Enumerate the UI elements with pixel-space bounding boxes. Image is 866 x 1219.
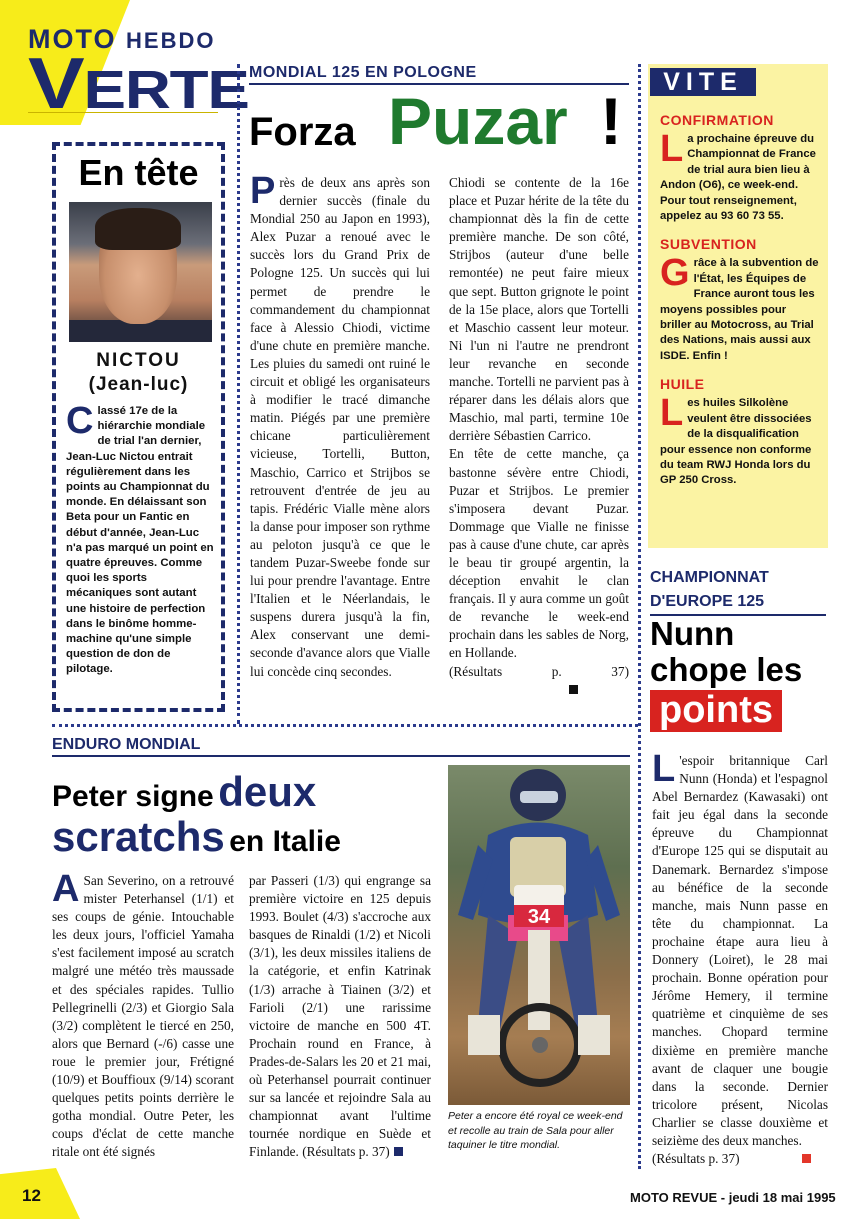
rider-illustration xyxy=(448,765,630,1105)
end-mark xyxy=(802,1154,811,1163)
headline-peter-signe: Peter signe xyxy=(52,780,214,813)
vite-items xyxy=(660,112,822,489)
verte-rest: ERTE xyxy=(83,60,249,120)
mondial-column-1 xyxy=(250,170,430,681)
nictou-portrait xyxy=(69,202,212,342)
headline-en-italie: en Italie xyxy=(229,825,341,858)
row-divider xyxy=(52,724,638,727)
drop-cap: L xyxy=(660,128,684,170)
vite-body: a prochaine épreuve du Championnat de France de trial aura bien lieu à Andon (O6), ce week-end. Pour tout renseignement, appelez au 93 60 73 55. xyxy=(660,133,816,223)
mondial-col2-para2: En tête de cette manche, ça bastonne sévère entre Chiodi, Puzar et Strijbos. Le premier s'imposera devant Puzar. Dommage que Vialle ne finisse pas à cause d'une chute, car après le beau tir groupé argentin, la déception envahit le clan français. Il y aura comme un goût de revanche le week-end prochain dans les sables de Norg, en Hollande. xyxy=(449,446,629,661)
vite-title: VITE xyxy=(650,68,756,96)
vite-text xyxy=(660,128,820,224)
en-tete-title: En tête xyxy=(78,152,199,193)
vite-heading: HUILE xyxy=(660,376,705,393)
headline-line-2: chope les xyxy=(650,651,803,688)
rider-name: NICTOU xyxy=(96,350,181,371)
drop-cap: P xyxy=(250,170,276,212)
publication-date: MOTO REVUE - jeudi 18 mai 1995 xyxy=(630,1190,836,1205)
mondial-column-2 xyxy=(449,174,629,699)
bike-number: 34 xyxy=(527,906,551,928)
header-hebdo: HEBDO xyxy=(126,28,216,53)
headline-exclamation: ! xyxy=(600,84,622,158)
drop-cap: G xyxy=(660,252,690,295)
column-divider-left xyxy=(237,64,240,724)
championnat-text: 'espoir britannique Carl Nunn (Honda) et l'espagnol Abel Bernardez (Kawasaki) ont fait jeu égal dans la seconde épreuve du Championnat d'Europe 125 qui se disputait au Danemark. Bernardez s'impose au bénéfice de la seconde manche, mais Nunn passe en tête du championnat. La prochaine étape aura lieu à Donnery (Loiret), le 28 mai prochain. Bonne opération pour Jérôme Hemery, il termine quatrième et cinquième de ses manches. Chopard termine dixième en première manche avant de claquer une bougie dans la seconde. Dernier tricolore présent, Nicolas Charlier se classe douxième et seizième des deux manches. xyxy=(652,753,828,1148)
enduro-column-2 xyxy=(249,872,431,1162)
headline-scratchs: scratchs xyxy=(52,813,225,860)
championnat-kicker xyxy=(650,566,826,616)
rider-firstname: (Jean-luc) xyxy=(88,374,189,395)
enduro-rider-photo xyxy=(448,765,630,1105)
drop-cap: L xyxy=(652,748,676,790)
end-mark xyxy=(569,685,578,694)
en-tete-box xyxy=(52,142,225,712)
drop-cap: C xyxy=(66,400,94,442)
vite-text xyxy=(660,392,820,488)
mondial-kicker: MONDIAL 125 EN POLOGNE xyxy=(249,64,629,85)
mondial-col1-text: rès de deux ans après son dernier succès (finale du Mondial 250 au Japon en 1993), Alex Puzar a renoué avec le succès lors du Grand Prix de Pologne 125. Un succès qui lui permet de prendre le commandement du championnat face à Alessio Chiodi, victime d'une chute en première manche. Les pluies du samedi ont ruiné le circuit et obligé les organisateurs à modifier le tracé dimanche matin. Piégés par une première chicane particulièrement vicieuse, Tortelli, Button, Maschio, Carrico et Strijbos se retrouvent d'entrée de jeu au tapis. Frédéric Vialle mène alors la danse pour imposer son rythme au peloton jusqu'à ce que le tandem Puzar-Sweebe fonde sur lui pour prendre l'avantage. Entre l'Italien et le Néerlandais, le suspens durera jusqu'à la fin, Alex conservant une demi-seconde d'avance alors que Vialle lui concède cinq secondes. xyxy=(250,175,430,679)
header-moto: MOTO xyxy=(28,24,117,54)
headline-line-1: Nunn xyxy=(650,615,735,652)
headline-points: points xyxy=(650,690,782,732)
headline-deux: deux xyxy=(218,768,317,815)
section-title-verte xyxy=(28,44,249,124)
championnat-headline xyxy=(650,616,802,688)
headline-puzar: Puzar xyxy=(388,84,568,158)
vite-body: râce à la subvention de l'État, les Équipes de France auront tous les moyens possibles pour briller au Motocross, au Trial des Nations, mais aussi aux ISDE. Enfin ! xyxy=(660,257,819,362)
headline-forza: Forza xyxy=(249,110,356,154)
enduro-headline-line-2 xyxy=(52,815,341,869)
enduro-kicker: ENDURO MONDIAL xyxy=(52,736,630,757)
drop-cap: A xyxy=(52,868,80,910)
drop-cap: L xyxy=(660,392,684,435)
vite-heading: CONFIRMATION xyxy=(660,112,774,128)
enduro-col1-text: San Severino, on a retrouvé mister Peterhansel (1/1) et ses coups de génie. Intouchable les deux jours, l'officiel Yamaha s'est facilement imposé au scratch malgré une météo très maussade et des spéciales rapides. Tullio Pellegrinelli (2/3) et Giorgio Sala (3/2) complètent le tiercé en 250, alors que Bernard (-/6) casse une roue le premier jour, Frétigné (10/9) et Bouffioux (9/14) scorant quelques petits points derrière le gotha mondial. Outre Peter, les coups d'éclat de cette manche ritale ont été signés xyxy=(52,873,234,1160)
enduro-col2-text: par Passeri (1/3) qui engrange sa première victoire en 125 depuis 1993. Boulet (4/3) s'accroche aux basques de Rinaldi (1/2) et Nicoli (3/1), les deux missiles italiens de la catégorie, et enfin Katrinak (1/3) arrache à Tiainen (3/2) et Farioli (2/1) une rarissime victoire de manche en 500 4T. Prochain round en France, à Prades-de-Salars les 20 et 21 mai, où Peterhansel pourrait continuer sur sa lancée et rejoindre Sala au championnat avant l'ultime tournée nordique en Suède et Finlande. xyxy=(249,873,431,1160)
vite-body: es huiles Silkolène veulent être dissociées de la disqualification pour essence non conforme du team RWJ Honda lors du GP 250 Cross. xyxy=(660,397,812,487)
results-ref: (Résultats p. 37) xyxy=(449,663,629,679)
verte-v: V xyxy=(28,44,84,124)
photo-caption: Peter a encore été royal ce week-end et recolle au train de Sala pour aller taquiner le titre mondial. xyxy=(448,1110,623,1151)
vite-heading: SUBVENTION xyxy=(660,236,757,253)
mondial-results xyxy=(449,663,629,699)
header-underline xyxy=(28,112,218,113)
vite-text xyxy=(660,252,820,364)
en-tete-body: lassé 17e de la hiérarchie mondiale de trial l'an dernier, Jean-Luc Nictou entrait régulièrement dans les points au Championnat du monde. En délaissant son Beta pour un Fantic en début d'année, Jean-Luc n'a pas marqué un point en quatre épreuves. Comme quoi les sports mécaniques sont autant une histoire de perfection dans le binôme homme-machine qu'une simple question de don de pilotage. xyxy=(66,405,214,676)
en-tete-text xyxy=(66,400,216,678)
results-ref: (Résultats p. 37) xyxy=(652,1151,740,1167)
kicker-line-1: CHAMPIONNAT xyxy=(650,569,769,586)
page-number: 12 xyxy=(22,1186,41,1205)
kicker-line-2: D'EUROPE 125 xyxy=(650,593,765,610)
column-divider-right xyxy=(638,64,641,1169)
enduro-column-1 xyxy=(52,868,234,1162)
end-mark xyxy=(394,1147,403,1156)
results-ref: (Résultats p. 37) xyxy=(302,1144,390,1160)
championnat-results xyxy=(652,1150,828,1168)
championnat-body xyxy=(652,748,828,1168)
portrait-hair xyxy=(95,208,181,250)
mondial-col2-para1: Chiodi se contente de la 16e place et Puzar hérite de la tête du championnat dès la fin de cette première manche. De son côté, Strijbos (auteur d'une belle remontée) ne peut faire mieux que sept. Button grignote le point de la 15e place, alors que Tortelli et Maschio cassent leur moteur. Ni l'un ni l'autre ne prendront leur revanche en seconde manche. Tortelli ne parvient pas à réparer dans les délais alors que Maschio, mal parti, termine 10e derrière Sébastien Carrico. xyxy=(449,175,629,444)
